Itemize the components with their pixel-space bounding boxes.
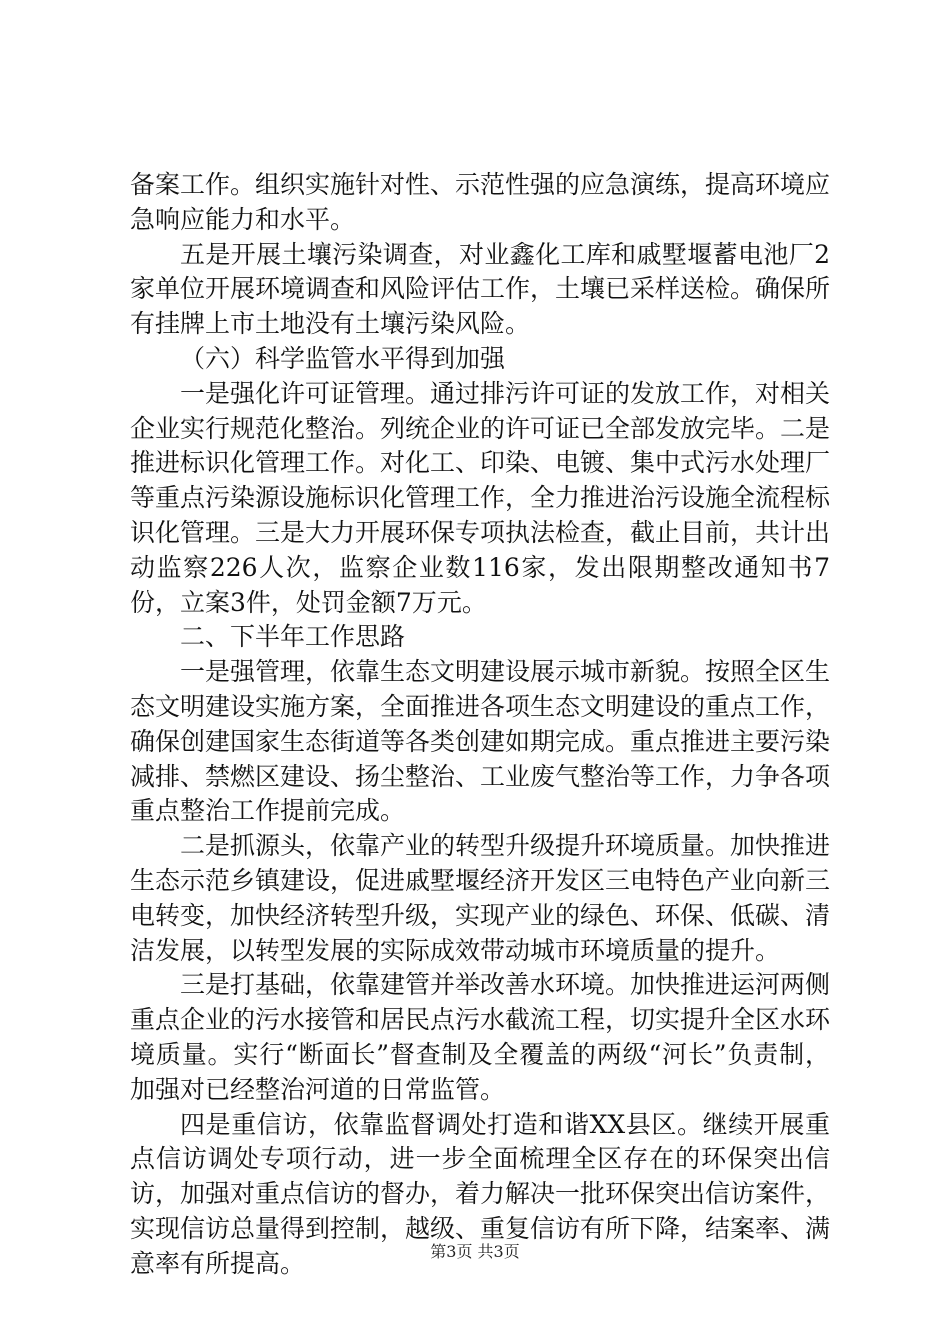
section-heading-2: 二、下半年工作思路 <box>180 622 406 652</box>
paragraph-6: 三是打基础，依靠建管并举改善水环境。加快推进运河两侧重点企业的污水接管和居民点污水截流工程，切实提升全区水环境质量。实行“断面长”督查制及全覆盖的两级“河长”负责制，加强对已经整治河道的日常监管。 <box>130 970 831 1104</box>
document-body <box>130 168 830 1282</box>
page-footer: 第3页 共3页 <box>430 1242 520 1261</box>
section-heading-6: （六）科学监管水平得到加强 <box>180 343 506 373</box>
paragraph-3: 一是强化许可证管理。通过排污许可证的发放工作，对相关企业实行规范化整治。列统企业的许可证已全部发放完毕。二是推进标识化管理工作。对化工、印染、电镀、集中式污水处理厂等重点污染源设施标识化管理工作，全力推进治污设施全流程标识化管理。三是大力开展环保专项执法检查，截止目前，共计出动监察226人次，监察企业数116家，发出限期整改通知书7份，立案3件，处罚金额7万元。 <box>130 378 831 617</box>
paragraph-4: 一是强管理，依靠生态文明建设展示城市新貌。按照全区生态文明建设实施方案，全面推进各项生态文明建设的重点工作，确保创建国家生态街道等各类创建如期完成。重点推进主要污染减排、禁燃区建设、扬尘整治、工业废气整治等工作，力争各项重点整治工作提前完成。 <box>130 657 831 826</box>
paragraph-1: 备案工作。组织实施针对性、示范性强的应急演练，提高环境应急响应能力和水平。 <box>130 170 831 234</box>
paragraph-7: 四是重信访，依靠监督调处打造和谐XX县区。继续开展重点信访调处专项行动，进一步全面梳理全区存在的环保突出信访，加强对重点信访的督办，着力解决一批环保突出信访案件，实现信访总量得到控制，越级、重复信访有所下降，结案率、满意率有所提高。 <box>130 1109 831 1278</box>
paragraph-2: 五是开展土壤污染调查，对业鑫化工库和戚墅堰蓄电池厂2家单位开展环境调查和风险评估工作，土壤已采样送检。确保所有挂牌上市土地没有土壤污染风险。 <box>130 239 831 339</box>
paragraph-5: 二是抓源头，依靠产业的转型升级提升环境质量。加快推进生态示范乡镇建设，促进戚墅堰经济开发区三电特色产业向新三电转变，加快经济转型升级，实现产业的绿色、环保、低碳、清洁发展，以转型发展的实际成效带动城市环境质量的提升。 <box>130 831 831 965</box>
